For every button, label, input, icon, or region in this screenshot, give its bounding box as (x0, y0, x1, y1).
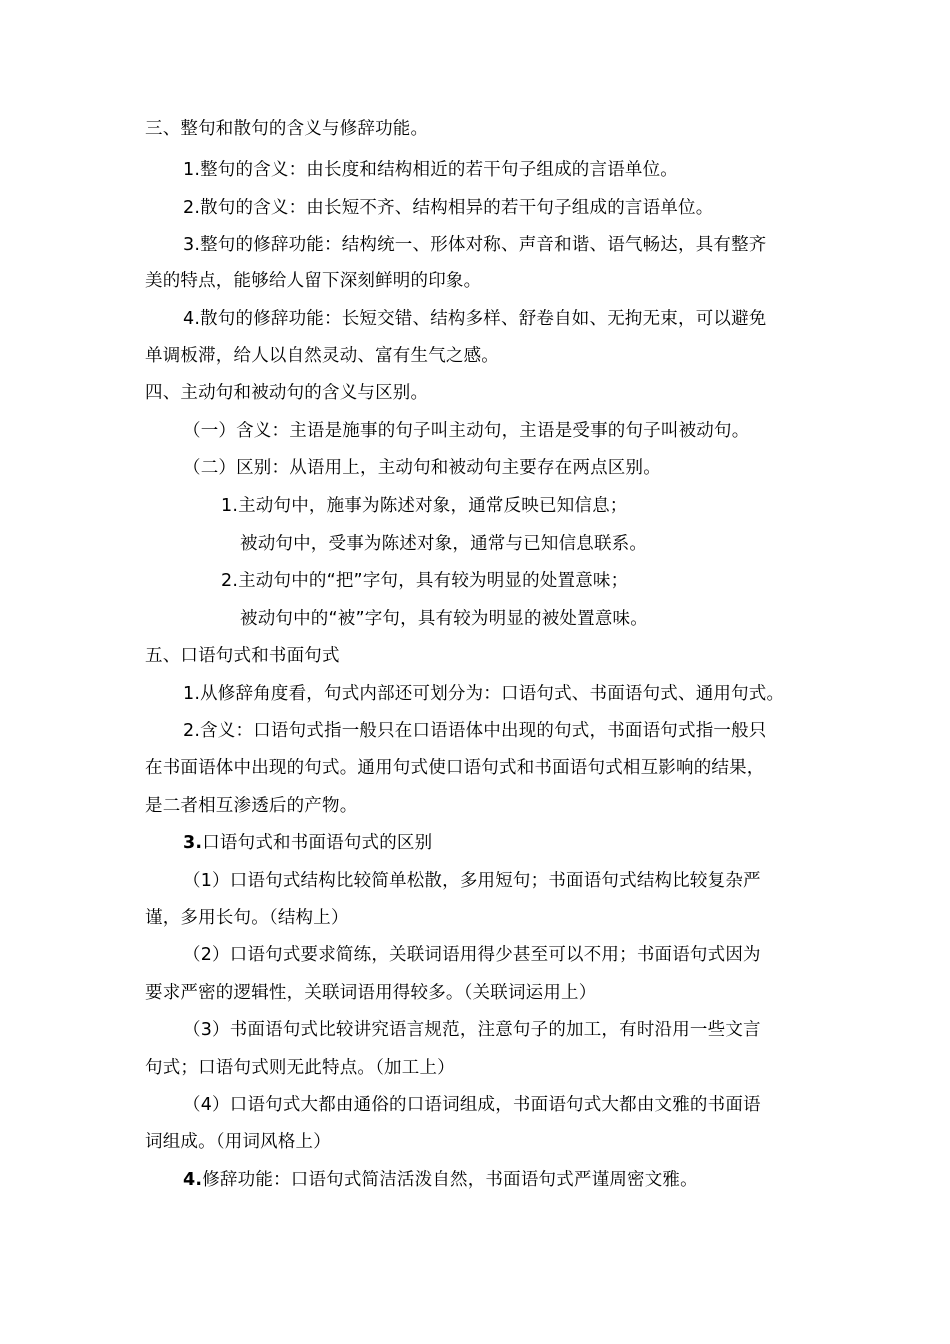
paragraph-line: 2.含义：口语句式指一般只在口语语体中出现的句式，书面语句式指一般只 (183, 721, 767, 741)
paragraph-line: 1.整句的含义：由长度和结构相近的若干句子组成的言语单位。 (183, 160, 678, 180)
paragraph-line: 被动句中，受事为陈述对象，通常与已知信息联系。 (240, 534, 648, 554)
paragraph-line: 是二者相互渗透后的产物。 (145, 796, 358, 816)
paragraph-line (183, 1168, 698, 1192)
section-heading-5: 五、口语句式和书面句式 (145, 646, 340, 666)
paragraph-line: 1.主动句中，施事为陈述对象，通常反映已知信息； (221, 496, 628, 516)
paragraph-line: 在书面语体中出现的句式。通用句式使口语句式和书面语句式相互影响的结果， (145, 758, 765, 778)
paragraph-line (183, 831, 432, 855)
item-number: 3. (183, 833, 203, 853)
paragraph-line: （4）口语句式大都由通俗的口语词组成，书面语句式大都由文雅的书面语 (183, 1095, 761, 1115)
paragraph-line: （2）口语句式要求简练，关联词语用得少甚至可以不用；书面语句式因为 (183, 945, 761, 965)
paragraph-text: 修辞功能：口语句式简洁活泼自然，书面语句式严谨周密文雅。 (202, 1170, 698, 1190)
subheading-text: 口语句式和书面语句式的区别 (202, 833, 433, 853)
paragraph-line: 要求严密的逻辑性，关联词语用得较多。（关联词运用上） (145, 983, 597, 1003)
paragraph-line: 4.散句的修辞功能：长短交错、结构多样、舒卷自如、无拘无束，可以避免 (183, 309, 767, 329)
paragraph-line: 句式；口语句式则无此特点。（加工上） (145, 1058, 455, 1078)
paragraph-line: 美的特点，能够给人留下深刻鲜明的印象。 (145, 271, 482, 291)
section-heading-4: 四、主动句和被动句的含义与区别。 (145, 383, 429, 403)
paragraph-line: （二）区别：从语用上，主动句和被动句主要存在两点区别。 (183, 458, 661, 478)
paragraph-line: 1.从修辞角度看，句式内部还可划分为：口语句式、书面语句式、通用句式。 (183, 684, 785, 704)
paragraph-line: 谨，多用长句。（结构上） (145, 908, 349, 928)
paragraph-line: 单调板滞，给人以自然灵动、富有生气之感。 (145, 346, 499, 366)
paragraph-line: （1）口语句式结构比较简单松散，多用短句；书面语句式结构比较复杂严 (183, 871, 761, 891)
paragraph-line: 被动句中的“被”字句，具有较为明显的被处置意味。 (240, 609, 648, 629)
paragraph-line: 2.主动句中的“把”字句，具有较为明显的处置意味； (221, 571, 629, 591)
item-number: 4. (183, 1170, 203, 1190)
section-heading-3: 三、整句和散句的含义与修辞功能。 (145, 119, 429, 139)
paragraph-line: （3）书面语句式比较讲究语言规范，注意句子的加工，有时沿用一些文言 (183, 1020, 761, 1040)
paragraph-line: （一）含义：主语是施事的句子叫主动句，主语是受事的句子叫被动句。 (183, 421, 750, 441)
paragraph-line: 3.整句的修辞功能：结构统一、形体对称、声音和谐、语气畅达，具有整齐 (183, 235, 767, 255)
paragraph-line: 词组成。（用词风格上） (145, 1132, 331, 1152)
paragraph-line: 2.散句的含义：由长短不齐、结构相异的若干句子组成的言语单位。 (183, 198, 714, 218)
